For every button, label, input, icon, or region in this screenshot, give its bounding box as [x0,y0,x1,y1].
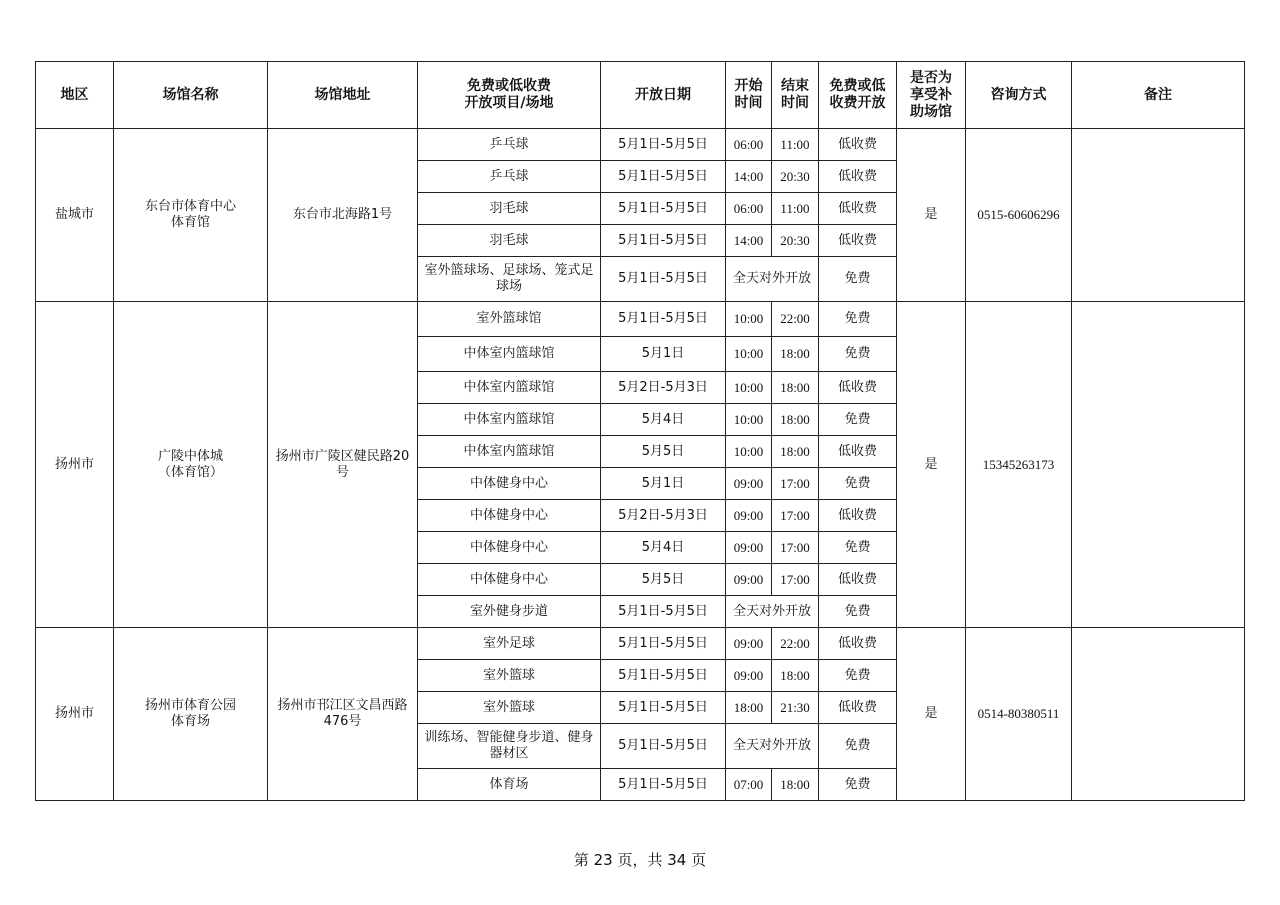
header-end-line-1: 结束 [781,78,809,94]
address-cell: 扬州市邗江区文昌西路476号 [268,628,418,801]
header-row [36,62,1245,129]
fee-cell: 低收费 [819,564,897,596]
end-time-cell: 22:00 [772,628,819,660]
end-time-cell: 21:30 [772,692,819,724]
contact-cell: 0514-80380511 [966,628,1072,801]
venue-name-line-1: 扬州市体育公园 [144,698,236,713]
subsidy-cell: 是 [897,628,966,801]
project-cell: 室外篮球 [418,660,601,692]
header-address: 场馆地址 [268,62,418,129]
start-time-cell: 14:00 [726,161,772,193]
fee-cell: 低收费 [819,500,897,532]
header-remarks: 备注 [1072,62,1245,129]
venue-name-line-1: 东台市体育中心 [144,199,236,214]
end-time-cell: 17:00 [772,468,819,500]
project-cell: 中体健身中心 [418,468,601,500]
start-time-cell: 09:00 [726,532,772,564]
end-time-cell: 18:00 [772,337,819,372]
contact-cell: 0515-60606296 [966,129,1072,302]
start-time-cell: 10:00 [726,302,772,337]
project-cell: 中体健身中心 [418,564,601,596]
table-row [36,129,1245,161]
region-cell: 盐城市 [36,129,114,302]
venue-table [35,61,1245,801]
end-time-cell: 22:00 [772,302,819,337]
fee-cell: 免费 [819,404,897,436]
header-end-line-2: 时间 [781,95,809,111]
address-cell: 东台市北海路1号 [268,129,418,302]
fee-cell: 低收费 [819,193,897,225]
subsidy-cell: 是 [897,302,966,628]
end-time-cell: 18:00 [772,404,819,436]
end-time-cell: 20:30 [772,225,819,257]
start-time-cell: 09:00 [726,500,772,532]
project-cell: 室外篮球馆 [418,302,601,337]
fee-cell: 低收费 [819,628,897,660]
fee-cell: 低收费 [819,436,897,468]
header-project-line-1: 免费或低收费 [467,78,551,94]
venue-name-cell [114,628,268,801]
fee-cell: 免费 [819,769,897,801]
header-fee [819,62,897,129]
fee-cell: 低收费 [819,692,897,724]
end-time-cell: 18:00 [772,436,819,468]
dates-cell: 5月1日-5月5日 [601,129,726,161]
header-dates: 开放日期 [601,62,726,129]
project-cell: 室外足球 [418,628,601,660]
project-cell: 羽毛球 [418,225,601,257]
start-time-cell: 09:00 [726,628,772,660]
fee-cell: 免费 [819,257,897,302]
start-time-cell: 10:00 [726,404,772,436]
fee-cell: 免费 [819,302,897,337]
end-time-cell: 11:00 [772,129,819,161]
contact-cell: 15345263173 [966,302,1072,628]
header-subsidy-line-2: 享受补 [910,86,952,103]
dates-cell: 5月1日-5月5日 [601,692,726,724]
dates-cell: 5月1日-5月5日 [601,724,726,769]
dates-cell: 5月1日-5月5日 [601,596,726,628]
end-time-cell: 18:00 [772,660,819,692]
project-cell: 中体室内篮球馆 [418,337,601,372]
fee-cell: 低收费 [819,225,897,257]
project-cell: 中体室内篮球馆 [418,436,601,468]
project-cell: 中体健身中心 [418,532,601,564]
dates-cell: 5月1日-5月5日 [601,161,726,193]
project-cell: 羽毛球 [418,193,601,225]
end-time-cell: 20:30 [772,161,819,193]
all-day-cell: 全天对外开放 [726,724,819,769]
header-project [418,62,601,129]
end-time-cell: 17:00 [772,564,819,596]
venue-name-line-1: 广陵中体城 [157,448,223,464]
project-cell: 中体室内篮球馆 [418,404,601,436]
table-row [36,302,1245,337]
fee-cell: 免费 [819,596,897,628]
region-cell: 扬州市 [36,628,114,801]
start-time-cell: 09:00 [726,564,772,596]
dates-cell: 5月1日-5月5日 [601,769,726,801]
fee-cell: 低收费 [819,372,897,404]
fee-cell: 免费 [819,724,897,769]
header-fee-line-1: 免费或低 [829,78,886,94]
all-day-cell: 全天对外开放 [726,257,819,302]
dates-cell: 5月1日-5月5日 [601,660,726,692]
dates-cell: 5月4日 [601,404,726,436]
header-start-time [726,62,772,129]
subsidy-cell: 是 [897,129,966,302]
header-fee-line-2: 收费开放 [829,95,886,111]
dates-cell: 5月1日 [601,337,726,372]
dates-cell: 5月1日-5月5日 [601,302,726,337]
project-cell: 体育场 [418,769,601,801]
remarks-cell [1072,628,1245,801]
dates-cell: 5月1日-5月5日 [601,257,726,302]
fee-cell: 低收费 [819,161,897,193]
table-row [36,628,1245,660]
project-cell: 训练场、智能健身步道、健身器材区 [418,724,601,769]
header-subsidy-line-1: 是否为 [910,69,952,86]
address-cell: 扬州市广陵区健民路20号 [268,302,418,628]
end-time-cell: 17:00 [772,500,819,532]
page-number-footer: 第 23 页，共 34 页 [573,851,707,869]
fee-cell: 免费 [819,468,897,500]
project-cell: 室外篮球 [418,692,601,724]
fee-cell: 免费 [819,660,897,692]
start-time-cell: 14:00 [726,225,772,257]
start-time-cell: 10:00 [726,372,772,404]
start-time-cell: 06:00 [726,129,772,161]
start-time-cell: 06:00 [726,193,772,225]
start-time-cell: 18:00 [726,692,772,724]
start-time-cell: 07:00 [726,769,772,801]
dates-cell: 5月5日 [601,564,726,596]
remarks-cell [1072,302,1245,628]
header-venue-name: 场馆名称 [114,62,268,129]
dates-cell: 5月5日 [601,436,726,468]
dates-cell: 5月1日-5月5日 [601,193,726,225]
end-time-cell: 18:00 [772,372,819,404]
header-subsidy [897,62,966,129]
remarks-cell [1072,129,1245,302]
header-region: 地区 [36,62,114,129]
dates-cell: 5月2日-5月3日 [601,372,726,404]
dates-cell: 5月1日-5月5日 [601,225,726,257]
header-contact: 咨询方式 [966,62,1072,129]
end-time-cell: 11:00 [772,193,819,225]
start-time-cell: 10:00 [726,337,772,372]
start-time-cell: 10:00 [726,436,772,468]
venue-name-cell [114,302,268,628]
all-day-cell: 全天对外开放 [726,596,819,628]
project-cell: 室外篮球场、足球场、笼式足球场 [418,257,601,302]
project-cell: 乒乓球 [418,129,601,161]
dates-cell: 5月4日 [601,532,726,564]
region-cell: 扬州市 [36,302,114,628]
project-cell: 乒乓球 [418,161,601,193]
header-end-time [772,62,819,129]
header-project-line-2: 开放项目/场地 [464,95,554,111]
dates-cell: 5月2日-5月3日 [601,500,726,532]
dates-cell: 5月1日-5月5日 [601,628,726,660]
fee-cell: 免费 [819,532,897,564]
start-time-cell: 09:00 [726,660,772,692]
header-subsidy-line-3: 助场馆 [910,103,952,120]
start-time-cell: 09:00 [726,468,772,500]
project-cell: 中体室内篮球馆 [418,372,601,404]
end-time-cell: 18:00 [772,769,819,801]
header-start-line-1: 开始 [734,78,763,94]
end-time-cell: 17:00 [772,532,819,564]
venue-name-cell [114,129,268,302]
fee-cell: 免费 [819,337,897,372]
venue-name-line-2: 体育馆 [170,215,210,230]
venue-name-line-2: 体育场 [170,714,210,729]
project-cell: 中体健身中心 [418,500,601,532]
fee-cell: 低收费 [819,129,897,161]
venue-name-line-2: （体育馆） [157,464,223,480]
project-cell: 室外健身步道 [418,596,601,628]
header-start-line-2: 时间 [734,95,763,111]
dates-cell: 5月1日 [601,468,726,500]
